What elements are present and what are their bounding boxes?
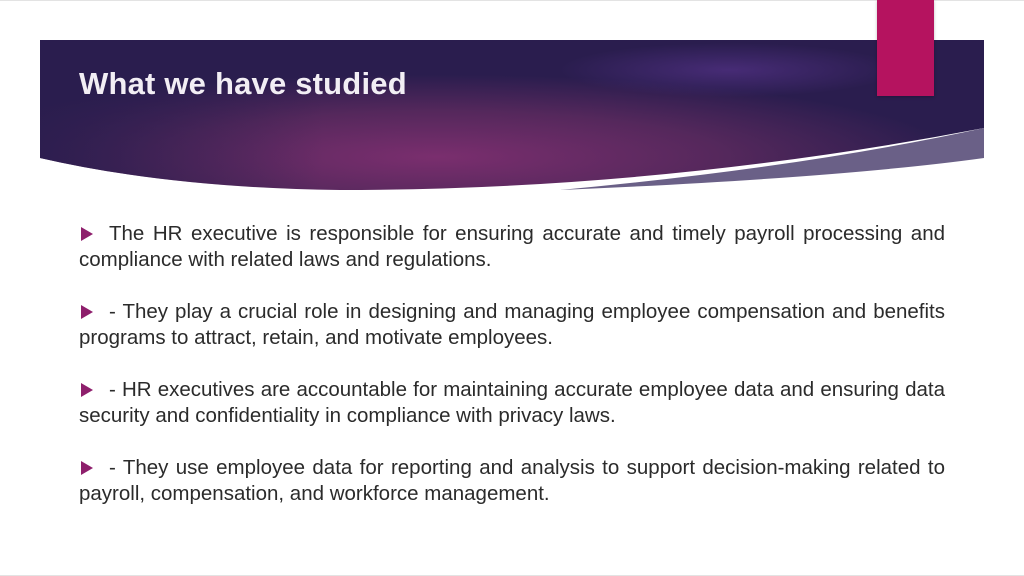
triangle-right-icon bbox=[81, 227, 93, 241]
bullet-text: The HR executive is responsible for ensuring accurate and timely payroll processing and compliance with related laws and regulations. bbox=[79, 222, 945, 271]
bullet-item bbox=[79, 455, 945, 507]
triangle-right-icon bbox=[81, 305, 93, 319]
bullet-list bbox=[79, 221, 945, 533]
bullet-item bbox=[79, 377, 945, 429]
slide-title: What we have studied bbox=[79, 66, 407, 101]
top-divider bbox=[0, 0, 1024, 1]
title-banner bbox=[40, 40, 984, 200]
bullet-item bbox=[79, 221, 945, 273]
triangle-right-icon bbox=[81, 383, 93, 397]
triangle-right-icon bbox=[81, 461, 93, 475]
bullet-item bbox=[79, 299, 945, 351]
bullet-text: - They play a crucial role in designing and managing employee compensation and benefits programs to attract, retain, and motivate employees. bbox=[79, 300, 945, 349]
accent-tab bbox=[877, 0, 934, 96]
bullet-text: - They use employee data for reporting and analysis to support decision-making related to payroll, compensation, and workforce management. bbox=[79, 456, 945, 505]
bullet-text: - HR executives are accountable for maintaining accurate employee data and ensuring data security and confidentiality in compliance with privacy laws. bbox=[79, 378, 945, 427]
